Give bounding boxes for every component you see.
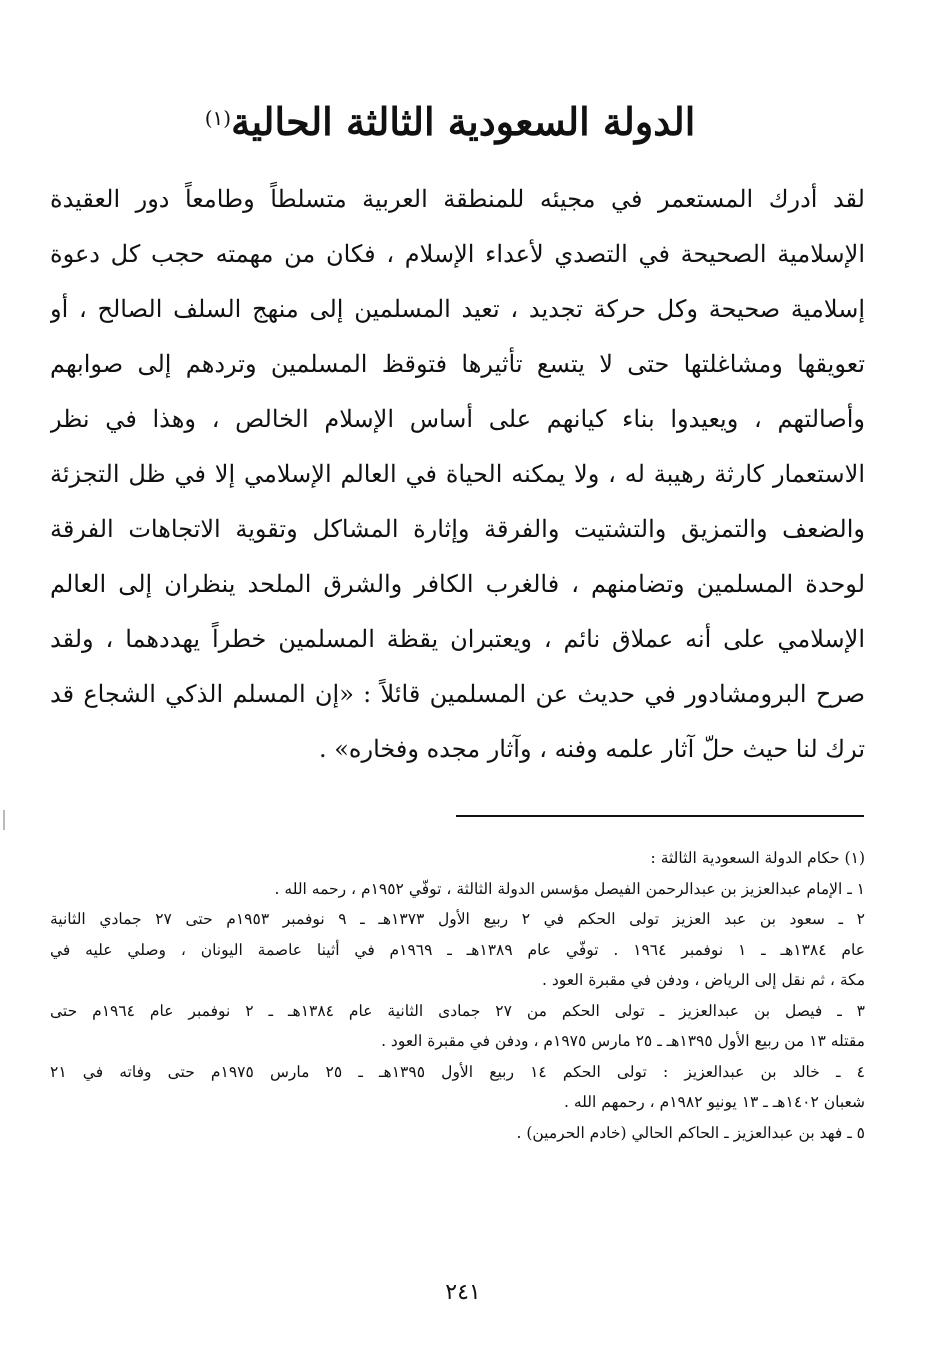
chapter-title: [200, 92, 700, 152]
page-number: ٢٤١: [445, 1280, 481, 1305]
footnote-line: مقتله ١٣ من ربيع الأول ١٣٩٥هـ ـ ٢٥ مارس ١٩٧٥م ، ودفن في مقبرة العود .: [381, 1032, 865, 1050]
footnote-heading: (١) حكام الدولة السعودية الثالثة :: [650, 849, 865, 867]
footnote-divider: [456, 815, 864, 817]
footnote-line: ٢ ـ سعود بن عبد العزيز تولى الحكم في ٢ ربيع الأول ١٣٧٣هـ ـ ٩ نوفمبر ١٩٥٣م حتى ٢٧ جمادي الثانية: [50, 910, 865, 928]
footnote-line: عام ١٣٨٤هـ ـ ١ نوفمبر ١٩٦٤ . توفّي عام ١٣٨٩هـ ـ ١٩٦٩م في أثينا عاصمة اليونان ، وصلي عليه في: [50, 940, 865, 959]
text-line: الإسلامي على أنه عملاق نائم ، ويعتبران يقظة المسلمين خطراً يهددهما ، ولقد: [50, 625, 865, 653]
footnote-line: ٣ ـ فيصل بن عبدالعزيز ـ تولى الحكم من ٢٧ جمادى الثانية عام ١٣٨٤هـ ـ ٢ نوفمبر عام ١٩٦٤م حتى: [50, 1001, 865, 1020]
footnote-line: ٤ ـ خالد بن عبدالعزيز : تولى الحكم ١٤ ربيع الأول ١٣٩٥هـ ـ ٢٥ مارس ١٩٧٥م حتى وفاته في ٢١: [50, 1062, 865, 1081]
text-line: الإسلامية الصحيحة في التصدي لأعداء الإسلام ، فكان من مهمته حجب كل دعوة: [50, 240, 865, 268]
text-line: والضعف والتمزيق والتشتيت والفرقة وإثارة المشاكل وتقوية الاتجاهات الفرقة: [50, 515, 865, 543]
text-line: إسلامية صحيحة وكل حركة تجديد ، تعيد المسلمين إلى منهج السلف الصالح ، أو: [50, 295, 865, 323]
text-line: صرح البرومشادور في حديث عن المسلمين قائلاً : «إن المسلم الذكي الشجاع قد: [50, 680, 865, 708]
chapter-title-text: الدولة السعودية الثالثة الحالية: [231, 99, 696, 144]
footnotes: [50, 843, 865, 1148]
text-line: لقد أدرك المستعمر في مجيئه للمنطقة العربية متسلطاً وطامعاً دور العقيدة: [50, 185, 865, 213]
text-line: وأصالتهم ، ويعيدوا بناء كيانهم على أساس الإسلام الخالص ، وهذا في نظر: [50, 405, 865, 433]
footnote-line: مكة ، ثم نقل إلى الرياض ، ودفن في مقبرة العود .: [542, 971, 865, 989]
text-line: ترك لنا حيث حلّ آثار علمه وفنه ، وآثار مجده وفخاره» .: [318, 735, 865, 763]
title-footnote-ref: (١): [204, 106, 232, 130]
footnote-line: شعبان ١٤٠٢هـ ـ ١٣ يونيو ١٩٨٢م ، رحمهم الله .: [564, 1093, 865, 1111]
footnote-line: ٥ ـ فهد بن عبدالعزيز ـ الحاكم الحالي (خادم الحرمين) .: [516, 1123, 865, 1142]
text-line: تعويقها ومشاغلتها حتى لا يتسع تأثيرها فتوقظ المسلمين وتردهم إلى صوابهم: [50, 350, 865, 378]
text-line: الاستعمار كارثة رهيبة له ، ولا يمكنه الحياة في العالم الإسلامي إلا في ظل التجزئة: [50, 460, 865, 488]
footnote-line: ١ ـ الإمام عبدالعزيز بن عبدالرحمن الفيصل مؤسس الدولة الثالثة ، توفّي ١٩٥٢م ، رحمه الله .: [274, 879, 865, 898]
main-text: [50, 172, 865, 777]
text-line: لوحدة المسلمين وتضامنهم ، فالغرب الكافر والشرق الملحد ينظران إلى العالم: [50, 570, 865, 598]
scan-margin-mark: [3, 810, 5, 830]
